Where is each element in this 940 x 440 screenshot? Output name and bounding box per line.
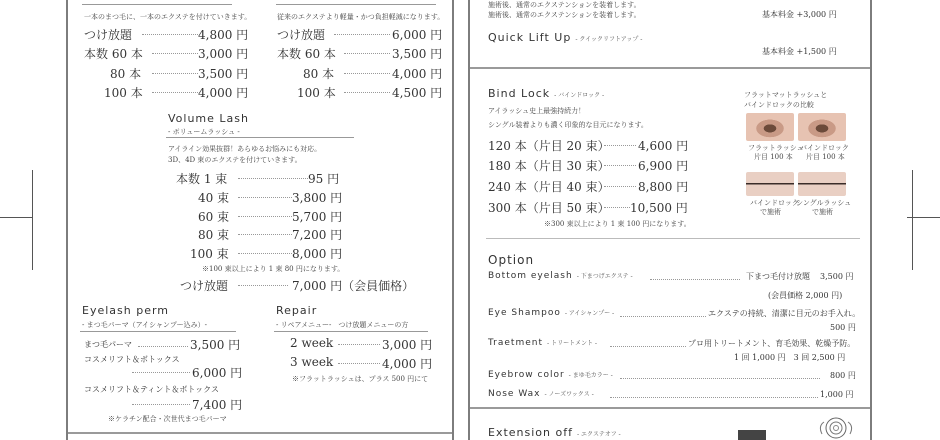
quick-lift-title (488, 31, 642, 44)
price-label: つけ放題 (180, 279, 229, 293)
photo-caption: バインドロック (750, 199, 799, 207)
price-label: つけ放題 (84, 28, 133, 42)
section-title: Quick Lift Up (488, 31, 572, 44)
perm-note: ※ケラチン配合・次世代まつ毛パーマ (108, 415, 227, 423)
divider (276, 4, 436, 5)
option-sub: - ノーズワックス - (544, 391, 594, 398)
price-value: 10,500 円 (630, 201, 688, 215)
menu-panel-left (66, 0, 454, 440)
price-value: 4,000 円 (198, 86, 249, 100)
section-title: Bind Lock (488, 87, 551, 100)
option-label: Traetment (488, 338, 543, 348)
menu-panel-right (468, 0, 872, 440)
crop-mark-right-v (912, 170, 913, 270)
top-note: 施術後、通常のエクステンションを装着します。 (488, 1, 641, 9)
price-value: 4,000 円 (392, 67, 443, 81)
compare-title: バインドロックの比較 (744, 101, 814, 109)
option-desc: 下まつ毛付け放題 (746, 272, 810, 281)
bind-note: ※300 束以上により 1 束 100 円になります。 (544, 220, 691, 228)
light-lash-note: 従来のエクステより軽量・かつ負担軽減になります。 (277, 13, 445, 21)
photo-caption: シングルラッシュ (796, 199, 852, 207)
price-value: 4,800 円 (198, 28, 249, 42)
price-label: 100 本 (104, 86, 143, 100)
price-label: 本数 1 束 (176, 172, 228, 186)
divider (82, 4, 232, 5)
crop-mark-left-h (0, 217, 33, 218)
price-label: 300 本（片目 50 束） (488, 201, 610, 215)
divider (486, 238, 860, 239)
price-label: 80 本 (110, 67, 142, 81)
option-label: Eye Shampoo (488, 308, 561, 318)
price-label: 100 束 (190, 247, 229, 261)
price-label: 3 week (290, 355, 334, 369)
price-value: 3,500 円 (198, 67, 249, 81)
option-row (488, 271, 633, 281)
volume-note: ※100 束以上により 1 束 80 円になります。 (202, 265, 345, 273)
option-row (488, 389, 594, 399)
eye-photo-single-lash-closed (798, 172, 846, 196)
price-value: 7,400 円 (192, 398, 243, 412)
option-row (488, 308, 614, 318)
photo-caption: で施術 (812, 208, 833, 216)
option-sub: - トリートメント - (547, 340, 598, 347)
crop-mark-left-v (32, 170, 33, 270)
price-value: 5,700 円 (292, 210, 343, 224)
bind-desc: シングル装着よりも濃く印象的な目元になります。 (488, 121, 648, 129)
price-label: 80 本 (303, 67, 335, 81)
option-label: Eyebrow color (488, 370, 565, 380)
margin-left (0, 0, 35, 440)
price-label: 本数 60 本 (277, 47, 336, 61)
option-price: 3,500 円 (820, 272, 854, 281)
option-sub: - 下まつげエクステ - (576, 273, 633, 280)
price-value: 6,000 円 (392, 28, 443, 42)
extension-off-heading (488, 426, 621, 439)
divider-bar (470, 407, 870, 409)
price-label: コスメリフト＆ボトックス (84, 355, 180, 364)
option-desc: プロ用トリートメント、育毛効果、乾燥予防。 (688, 339, 856, 348)
price-value: 4,000 円 (382, 357, 433, 371)
price-value: 4,500 円 (392, 86, 443, 100)
divider (80, 331, 236, 332)
price-label: まつ毛パーマ (84, 340, 132, 349)
option-desc: エクステの持続、清潔に目元のお手入れ。 (708, 309, 861, 318)
option-row (488, 370, 613, 380)
section-subtitle: - バインドロック - (554, 92, 605, 99)
section-title: Repair (276, 304, 318, 317)
section-title: Volume Lash (168, 112, 249, 125)
price-label: 180 本（片目 30 束） (488, 159, 610, 173)
price-value: 8,000 円 (292, 247, 343, 261)
rose-illustration-icon (816, 414, 856, 440)
price-value: 6,900 円 (638, 159, 689, 173)
volume-desc: アイライン効果抜群！あらゆるお悩みにも対応。 (168, 145, 322, 153)
base-price: 基本料金 +3,000 円 (762, 10, 837, 19)
bind-desc: アイラッシュ史上最強持続力！ (488, 107, 586, 115)
section-subtitle: - エクステオフ - (576, 431, 621, 438)
section-subtitle: - ボリュームラッシュ - (168, 128, 240, 136)
price-value: 3,000 円 (382, 338, 433, 352)
price-value: 4,600 円 (638, 139, 689, 153)
divider-bar (470, 67, 870, 69)
divider-bar (68, 432, 452, 434)
member-price: (会員価格 2,000 円) (768, 291, 843, 300)
eye-photo-bind-lock (798, 113, 846, 141)
divider (166, 137, 354, 138)
price-label: コスメリフト＆ティント＆ボトックス (84, 385, 220, 394)
base-price: 基本料金 +1,500 円 (762, 47, 837, 56)
price-value: 3,800 円 (292, 191, 343, 205)
price-label: 60 束 (198, 210, 230, 224)
price-value: 7,000 円（会員価格） (292, 279, 415, 293)
price-label: 80 束 (198, 228, 230, 242)
option-price: 1,000 円 (820, 390, 854, 399)
margin-right (905, 0, 940, 440)
price-value: 8,800 円 (638, 180, 689, 194)
divider (274, 331, 428, 332)
photo-caption: フラットラッシュ (748, 144, 804, 152)
logo-block (738, 430, 766, 440)
section-subtitle: - まつ毛パーマ（アイシャンプー込み）- (82, 321, 207, 329)
option-price: 500 円 (830, 323, 856, 332)
photo-caption: 片目 100 本 (806, 153, 845, 161)
option-sub: - まゆ毛カラー - (568, 372, 613, 379)
price-label: つけ放題 (277, 28, 326, 42)
price-value: 3,500 円 (392, 47, 443, 61)
option-row (488, 338, 597, 348)
option-label: Nose Wax (488, 389, 541, 399)
section-subtitle: - リペアメニュー- つけ放題メニューの方 (276, 321, 409, 329)
repair-note: ※フラットラッシュは、プラス 500 円にて (292, 375, 429, 383)
price-label: 2 week (290, 336, 334, 350)
eye-photo-flat-lash (746, 113, 794, 141)
section-title: Option (488, 253, 535, 267)
option-sub: - アイシャンプー - (564, 310, 615, 317)
compare-title: フラットマットラッシュと (744, 91, 828, 99)
single-lash-note: 一本のまつ毛に、一本のエクステを付けていきます。 (84, 13, 252, 21)
bind-lock-heading (488, 87, 604, 100)
section-title: Extension off (488, 426, 573, 439)
price-value: 3,500 円 (190, 338, 241, 352)
crop-mark-right-h (907, 217, 940, 218)
price-label: 120 本（片目 20 束） (488, 139, 610, 153)
top-note: 施術後、通常のエクステンションを装着します。 (488, 11, 641, 19)
price-label: 100 本 (297, 86, 336, 100)
eye-photo-bind-lock-closed (746, 172, 794, 196)
section-subtitle: - クイックリフトアップ - (575, 36, 643, 43)
option-price: 800 円 (830, 371, 856, 380)
option-price: 1 回 1,000 円 3 回 2,500 円 (734, 353, 846, 362)
photo-caption: バインドロック (800, 144, 849, 152)
price-value: 7,200 円 (292, 228, 343, 242)
price-value: 6,000 円 (192, 366, 243, 380)
price-value: 3,000 円 (198, 47, 249, 61)
volume-desc: 3D、4D 束のエクステを付けていきます。 (168, 156, 302, 164)
section-title: Eyelash perm (82, 304, 170, 317)
photo-caption: 片目 100 本 (754, 153, 793, 161)
price-label: 本数 60 本 (84, 47, 143, 61)
price-label: 40 束 (198, 191, 230, 205)
price-value: 95 円 (308, 172, 340, 186)
photo-caption: で施術 (760, 208, 781, 216)
option-label: Bottom eyelash (488, 271, 573, 281)
price-label: 240 本（片目 40 束） (488, 180, 610, 194)
